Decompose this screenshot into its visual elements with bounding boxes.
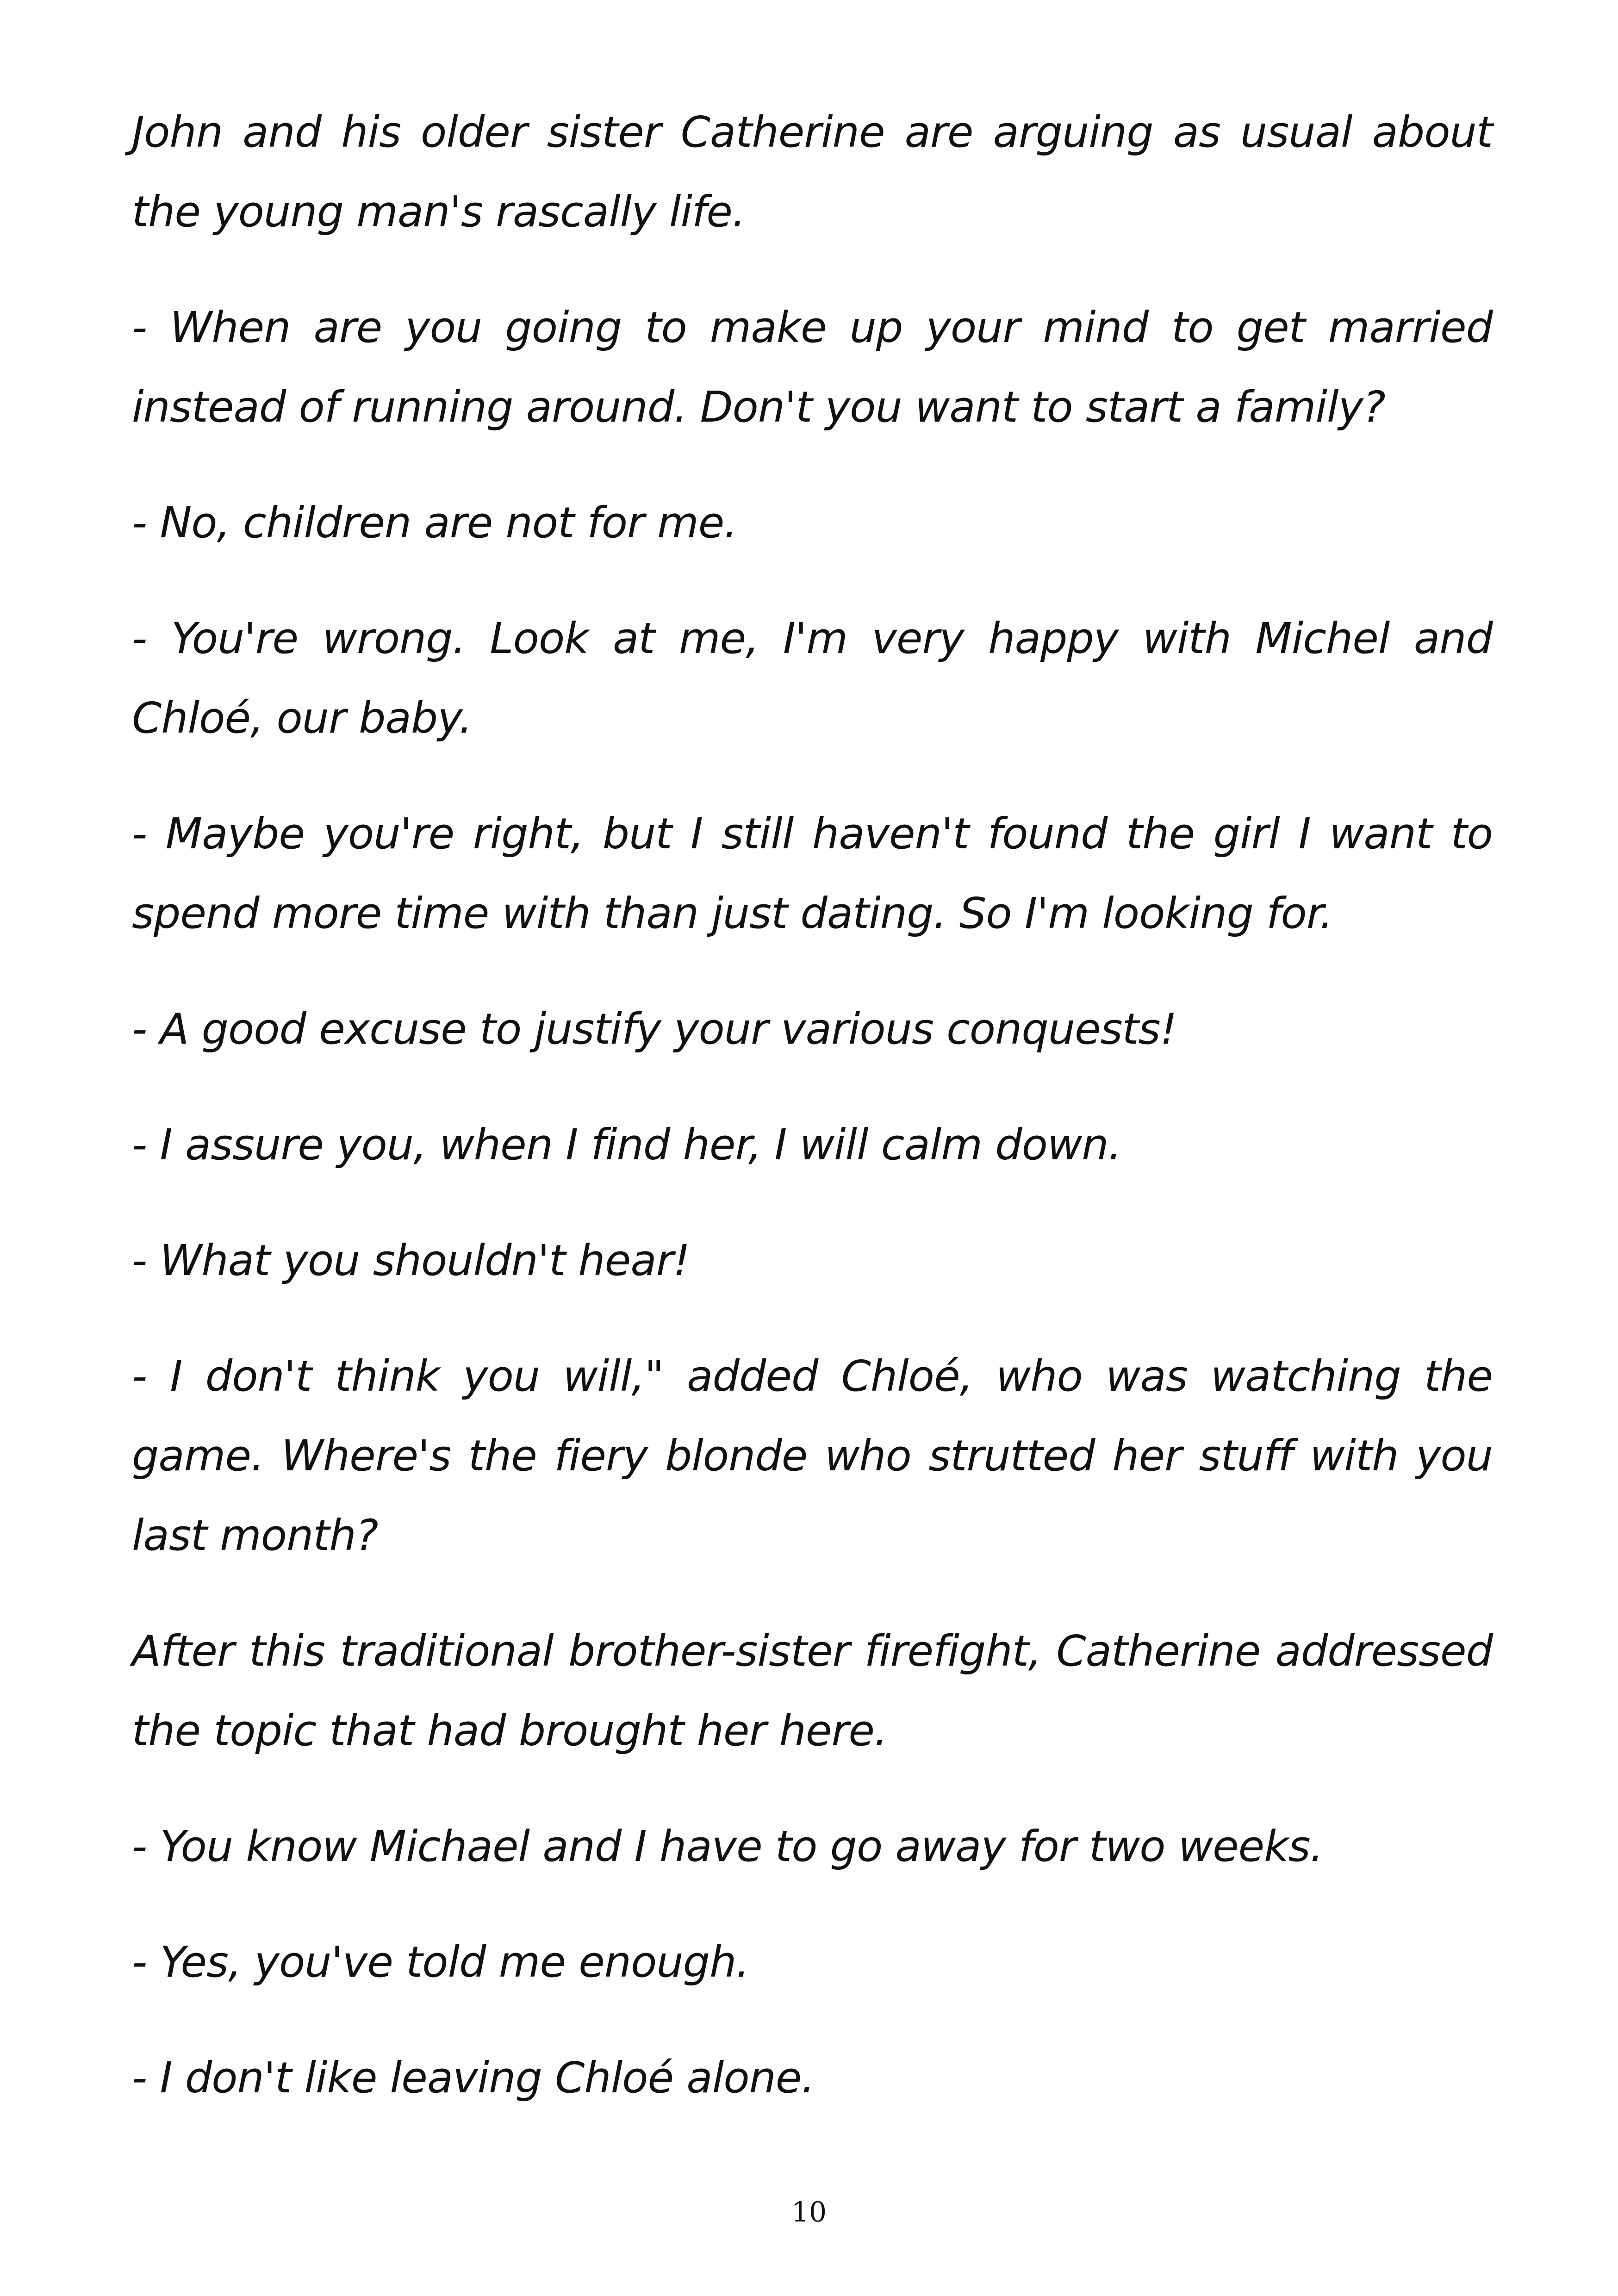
paragraph-6: - A good excuse to justify your various conquests! <box>132 1004 1177 1054</box>
paragraph-13: - I don't like leaving Chloé alone. <box>132 2053 815 2103</box>
paragraph-3: - No, children are not for me. <box>132 498 737 548</box>
paragraph-1: John and his older sister Catherine are arguing as usual about the young man's rascally life. <box>132 107 1493 236</box>
paragraph-11: - You know Michael and I have to go away for two weeks. <box>132 1822 1323 1871</box>
paragraph-7: - I assure you, when I find her, I will calm down. <box>132 1120 1121 1170</box>
paragraph-5: - Maybe you're right, but I still haven't found the girl I want to spend more time with than just dating. So I'm looking for. <box>132 809 1493 938</box>
paragraph-2: - When are you going to make up your mind to get married instead of running around. Don't you want to start a family? <box>132 303 1493 432</box>
paragraph-8: - What you shouldn't hear! <box>132 1236 690 1285</box>
paragraph-10: After this traditional brother-sister firefight, Catherine addressed the topic that had brought her here. <box>132 1626 1493 1755</box>
paragraph-12: - Yes, you've told me enough. <box>132 1937 749 1987</box>
body-text <box>132 93 1493 2154</box>
paragraph-4: - You're wrong. Look at me, I'm very happy with Michel and Chloé, our baby. <box>132 614 1493 743</box>
page-number: 10 <box>791 2196 827 2228</box>
paragraph-9: - I don't think you will," added Chloé, who was watching the game. Where's the fiery blonde who strutted her stuff with you last month? <box>132 1351 1493 1560</box>
